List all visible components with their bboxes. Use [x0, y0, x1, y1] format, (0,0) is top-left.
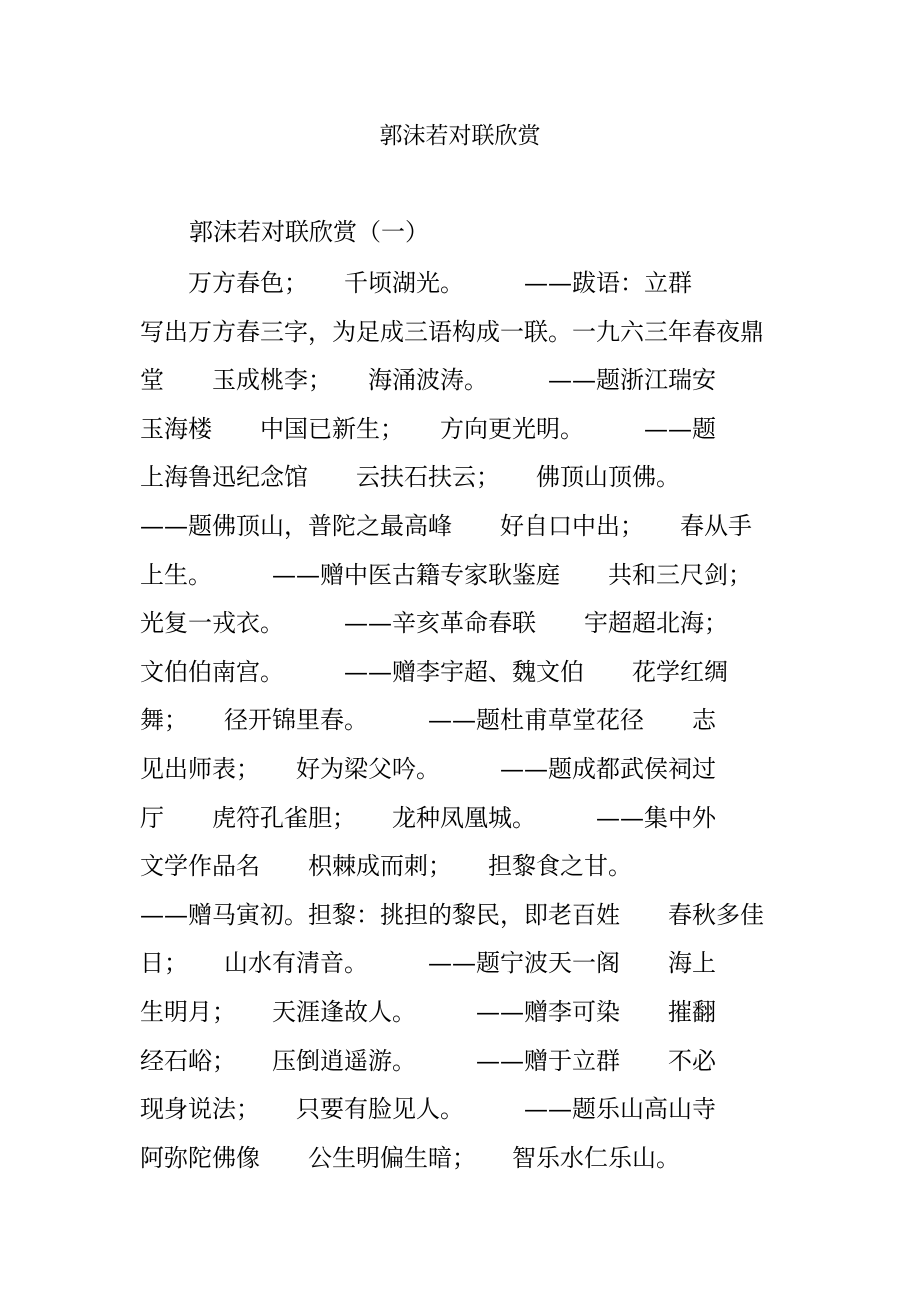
text-line: ——题佛顶山，普陀之最高峰 好自口中出； 春从手 [140, 511, 752, 540]
text-line: 厅 虎符孔雀胆； 龙种凤凰城。 ——集中外 [140, 803, 716, 832]
section-heading: 郭沫若对联欣赏（一） [189, 218, 429, 246]
text-line: 生明月； 天涯逢故人。 ——赠李可染 摧翻 [140, 997, 716, 1026]
text-line: 上海鲁迅纪念馆 云扶石扶云； 佛顶山顶佛。 [140, 463, 680, 492]
text-line: 玉海楼 中国已新生； 方向更光明。 ——题 [140, 414, 716, 443]
text-line: 阿弥陀佛像 公生明偏生暗； 智乐水仁乐山。 [140, 1143, 680, 1172]
text-line: 文伯伯南宫。 ——赠李宇超、魏文伯 花学红绸 [140, 657, 728, 686]
text-line: 日； 山水有清音。 ——题宁波天一阁 海上 [140, 949, 716, 978]
text-line: 写出万方春三字，为足成三语构成一联。一九六三年春夜鼎 [140, 317, 764, 346]
text-line: 舞； 径开锦里春。 ——题杜甫草堂花径 志 [140, 706, 716, 735]
text-line: 现身说法； 只要有脸见人。 ——题乐山高山寺 [140, 1095, 716, 1124]
text-line: 上生。 ——赠中医古籍专家耿鉴庭 共和三尺剑； [140, 560, 752, 589]
couplet-body [140, 259, 780, 1182]
text-line: 光复一戎衣。 ——辛亥革命春联 宇超超北海； [140, 609, 728, 638]
text-line: 堂 玉成桃李； 海涌波涛。 ——题浙江瑞安 [140, 366, 716, 395]
text-line: 经石峪； 压倒逍遥游。 ——赠于立群 不必 [140, 1046, 716, 1075]
text-line: 文学作品名 枳棘成而刺； 担黎食之甘。 [140, 852, 632, 881]
text-line: 见出师表； 好为梁父吟。 ——题成都武侯祠过 [140, 754, 716, 783]
document-title: 郭沫若对联欣赏 [379, 123, 541, 149]
text-line: ——赠马寅初。担黎：挑担的黎民，即老百姓 春秋多佳 [140, 900, 764, 929]
text-line: 万方春色； 千顷湖光。 ——跋语：立群 [140, 269, 692, 297]
